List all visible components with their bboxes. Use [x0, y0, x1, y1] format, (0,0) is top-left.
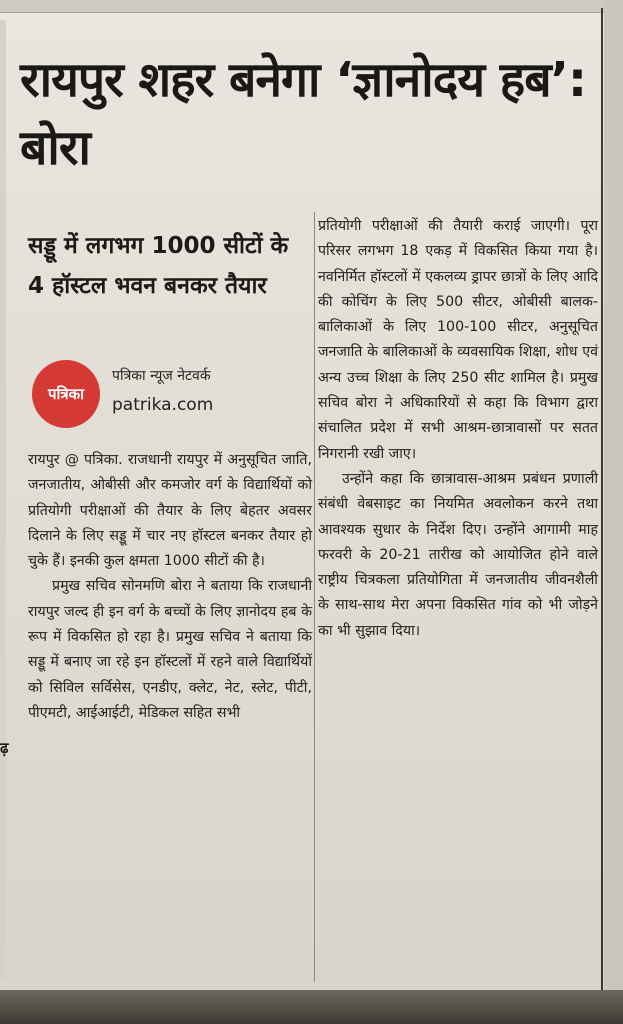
- paragraph: प्रतियोगी परीक्षाओं की तैयारी कराई जाएगी। पूरा परिसर लगभग 18 एकड़ में विकसित किया गया है। नवनिर्मित हॉस्टलों में एकलव्य ड्रापर छात्रों के लिए आदि की कोचिंग के लिए 500 सीटर, ओबीसी बालक-बालिकाओं के लिए 100-100 सीटर, अनुसूचित जनजाति के बालिकाओं के व्यवसायिक शिक्षा, शोध एवं अन्य उच्च शिक्षा के लिए 250 सीट शामिल है। प्रमुख सचिव बोरा ने अधिकारियों से कहा कि विभाग द्वारा संचालित प्रदेश में सभी आश्रम-छात्रावासों पर सतत निगरानी रखी जाए।: [318, 218, 598, 462]
- article-column-2: [318, 214, 598, 644]
- column-divider-rule: [601, 8, 603, 993]
- adjacent-page-edge: [604, 0, 623, 1024]
- paragraph: उन्होंने कहा कि छात्रावास-आश्रम प्रबंधन प्रणाली संबंधी वेबसाइट का नियमित अवलोकन करने तथा आवश्यक सुधार के निर्देश दिए। उन्होंने आगामी माह फरवरी के 20-21 तारीख को आयोजित होने वाले राष्ट्रीय चित्रकला प्रतियोगिता में जनजातीय जीवनशैली के साथ-साथ मेरा अपना विकसित गांव को भी जोड़ने का भी सुझाव दिया।: [318, 470, 598, 639]
- patrika-logo: [32, 360, 100, 428]
- paragraph: प्रमुख सचिव सोनमणि बोरा ने बताया कि राजधानी रायपुर जल्द ही इन वर्ग के बच्चों के लिए ज्ञानोदय हब के रूप में विकसित हो रहा है। प्रमुख सचिव ने बताया कि सड्डू में बनाए जा रहे इन हॉस्टलों में रहने वाले विद्यार्थियों को सिविल सर्विसेस, एनडीए, क्लेट, नेट, स्लेट, पीटी, पीएमटी, आईआईटी, मेडिकल सहित सभी: [28, 578, 312, 721]
- adjacent-column-edge: [0, 20, 9, 980]
- subheadline: सड्डू में लगभग 1000 सीटों के 4 हॉस्टल भवन बनकर तैयार: [28, 233, 289, 299]
- byline: पत्रिका न्यूज नेटवर्क: [112, 368, 211, 384]
- adjacent-column-fragment: ढ़: [0, 739, 9, 757]
- article-column-1: [28, 448, 312, 726]
- logo-text: पत्रिका: [47, 385, 85, 403]
- website: patrika.com: [112, 395, 214, 415]
- page-bottom-shadow: [0, 990, 623, 1024]
- paragraph: रायपुर @ पत्रिका. राजधानी रायपुर में अनुसूचित जाति, जनजातीय, ओबीसी और कमजोर वर्ग के विद्यार्थियों को प्रतियोगी परीक्षाओं की तैयार के लिए बेहतर अवसर दिलाने के लिए सड्डू में चार नए हॉस्टल बनकर तैयार हो चुके हैं। इनकी कुल क्षमता 1000 सीटों की है।: [28, 452, 312, 570]
- top-strip: [0, 0, 623, 13]
- headline: रायपुर शहर बनेगा ‘ज्ञानोदय हब’: बोरा: [20, 52, 587, 176]
- column-separator: [314, 212, 315, 982]
